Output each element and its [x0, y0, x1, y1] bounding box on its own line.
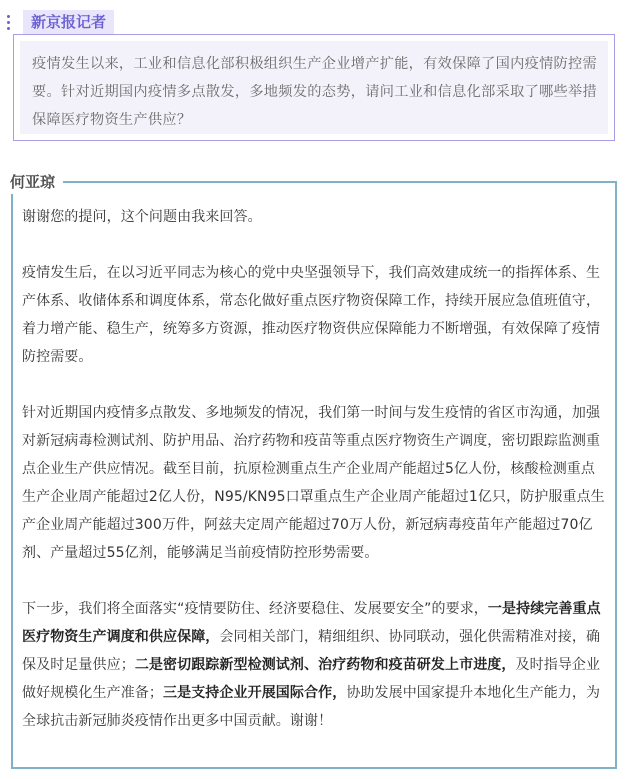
speaker-label: 何亚琼 [4, 170, 63, 194]
answer-text-segment: 协助发展中国家提升本地化生产能力，为全球抗击新冠肺炎疫情作出更多中国贡献。谢谢！ [22, 685, 601, 729]
answer-highlight-3: 三是支持企业开展国际合作， [163, 685, 347, 701]
answer-text-segment: 及时指导企业做好规模化生产准备； [22, 657, 601, 701]
answer-box [11, 181, 617, 769]
answer-text-segment: 下一步，我们将全面落实“疫情要防住、经济要稳住、发展要安全”的要求， [22, 601, 488, 617]
answer-paragraph-4 [22, 595, 606, 735]
answer-paragraph-3: 针对近期国内疫情多点散发、多地频发的情况，我们第一时间与发生疫情的省区市沟通，加强对新冠病毒检测试剂、防护用品、治疗药物和疫苗等重点医疗物资生产调度，密切跟踪监测重点企业生产供应情况。截至目前，抗原检测重点生产企业周产能超过5亿人份，核酸检测重点生产企业周产能超过2亿人份，N95/KN95口罩重点生产企业周产能超过1亿只，防护服重点生产企业周产能超过300万件，阿兹夫定周产能超过70万人份，新冠病毒疫苗年产能超过70亿剂、产量超过55亿剂，能够满足当前疫情防控形势需要。 [22, 405, 605, 561]
answer-highlight-1: 一是持续完善重点医疗物资生产调度和供应保障， [22, 601, 601, 645]
asker-label: 新京报记者 [23, 10, 114, 34]
question-marker-icon [7, 15, 10, 30]
answer-paragraph-1: 谢谢您的提问，这个问题由我来回答。 [22, 209, 262, 225]
answer-highlight-2: 二是密切跟踪新型检测试剂、治疗药物和疫苗研发上市进度， [134, 657, 516, 673]
question-box [13, 34, 615, 141]
answer-paragraph-2: 疫情发生后，在以习近平同志为核心的党中央坚强领导下，我们高效建成统一的指挥体系、生产体系、收储体系和调度体系，常态化做好重点医疗物资保障工作，持续开展应急值班值守，着力增产能、稳生产，统筹多方资源，推动医疗物资供应保障能力不断增强，有效保障了疫情防控需要。 [22, 265, 601, 365]
question-text: 疫情发生以来，工业和信息化部积极组织生产企业增产扩能，有效保障了国内疫情防控需要。针对近期国内疫情多点散发，多地频发的态势，请问工业和信息化部采取了哪些举措保障医疗物资生产供应？ [20, 41, 608, 134]
answer-body [22, 203, 606, 735]
answer-text-segment: 会同相关部门，精细组织、协同联动，强化供需精准对接，确保及时足量供应； [22, 629, 601, 673]
